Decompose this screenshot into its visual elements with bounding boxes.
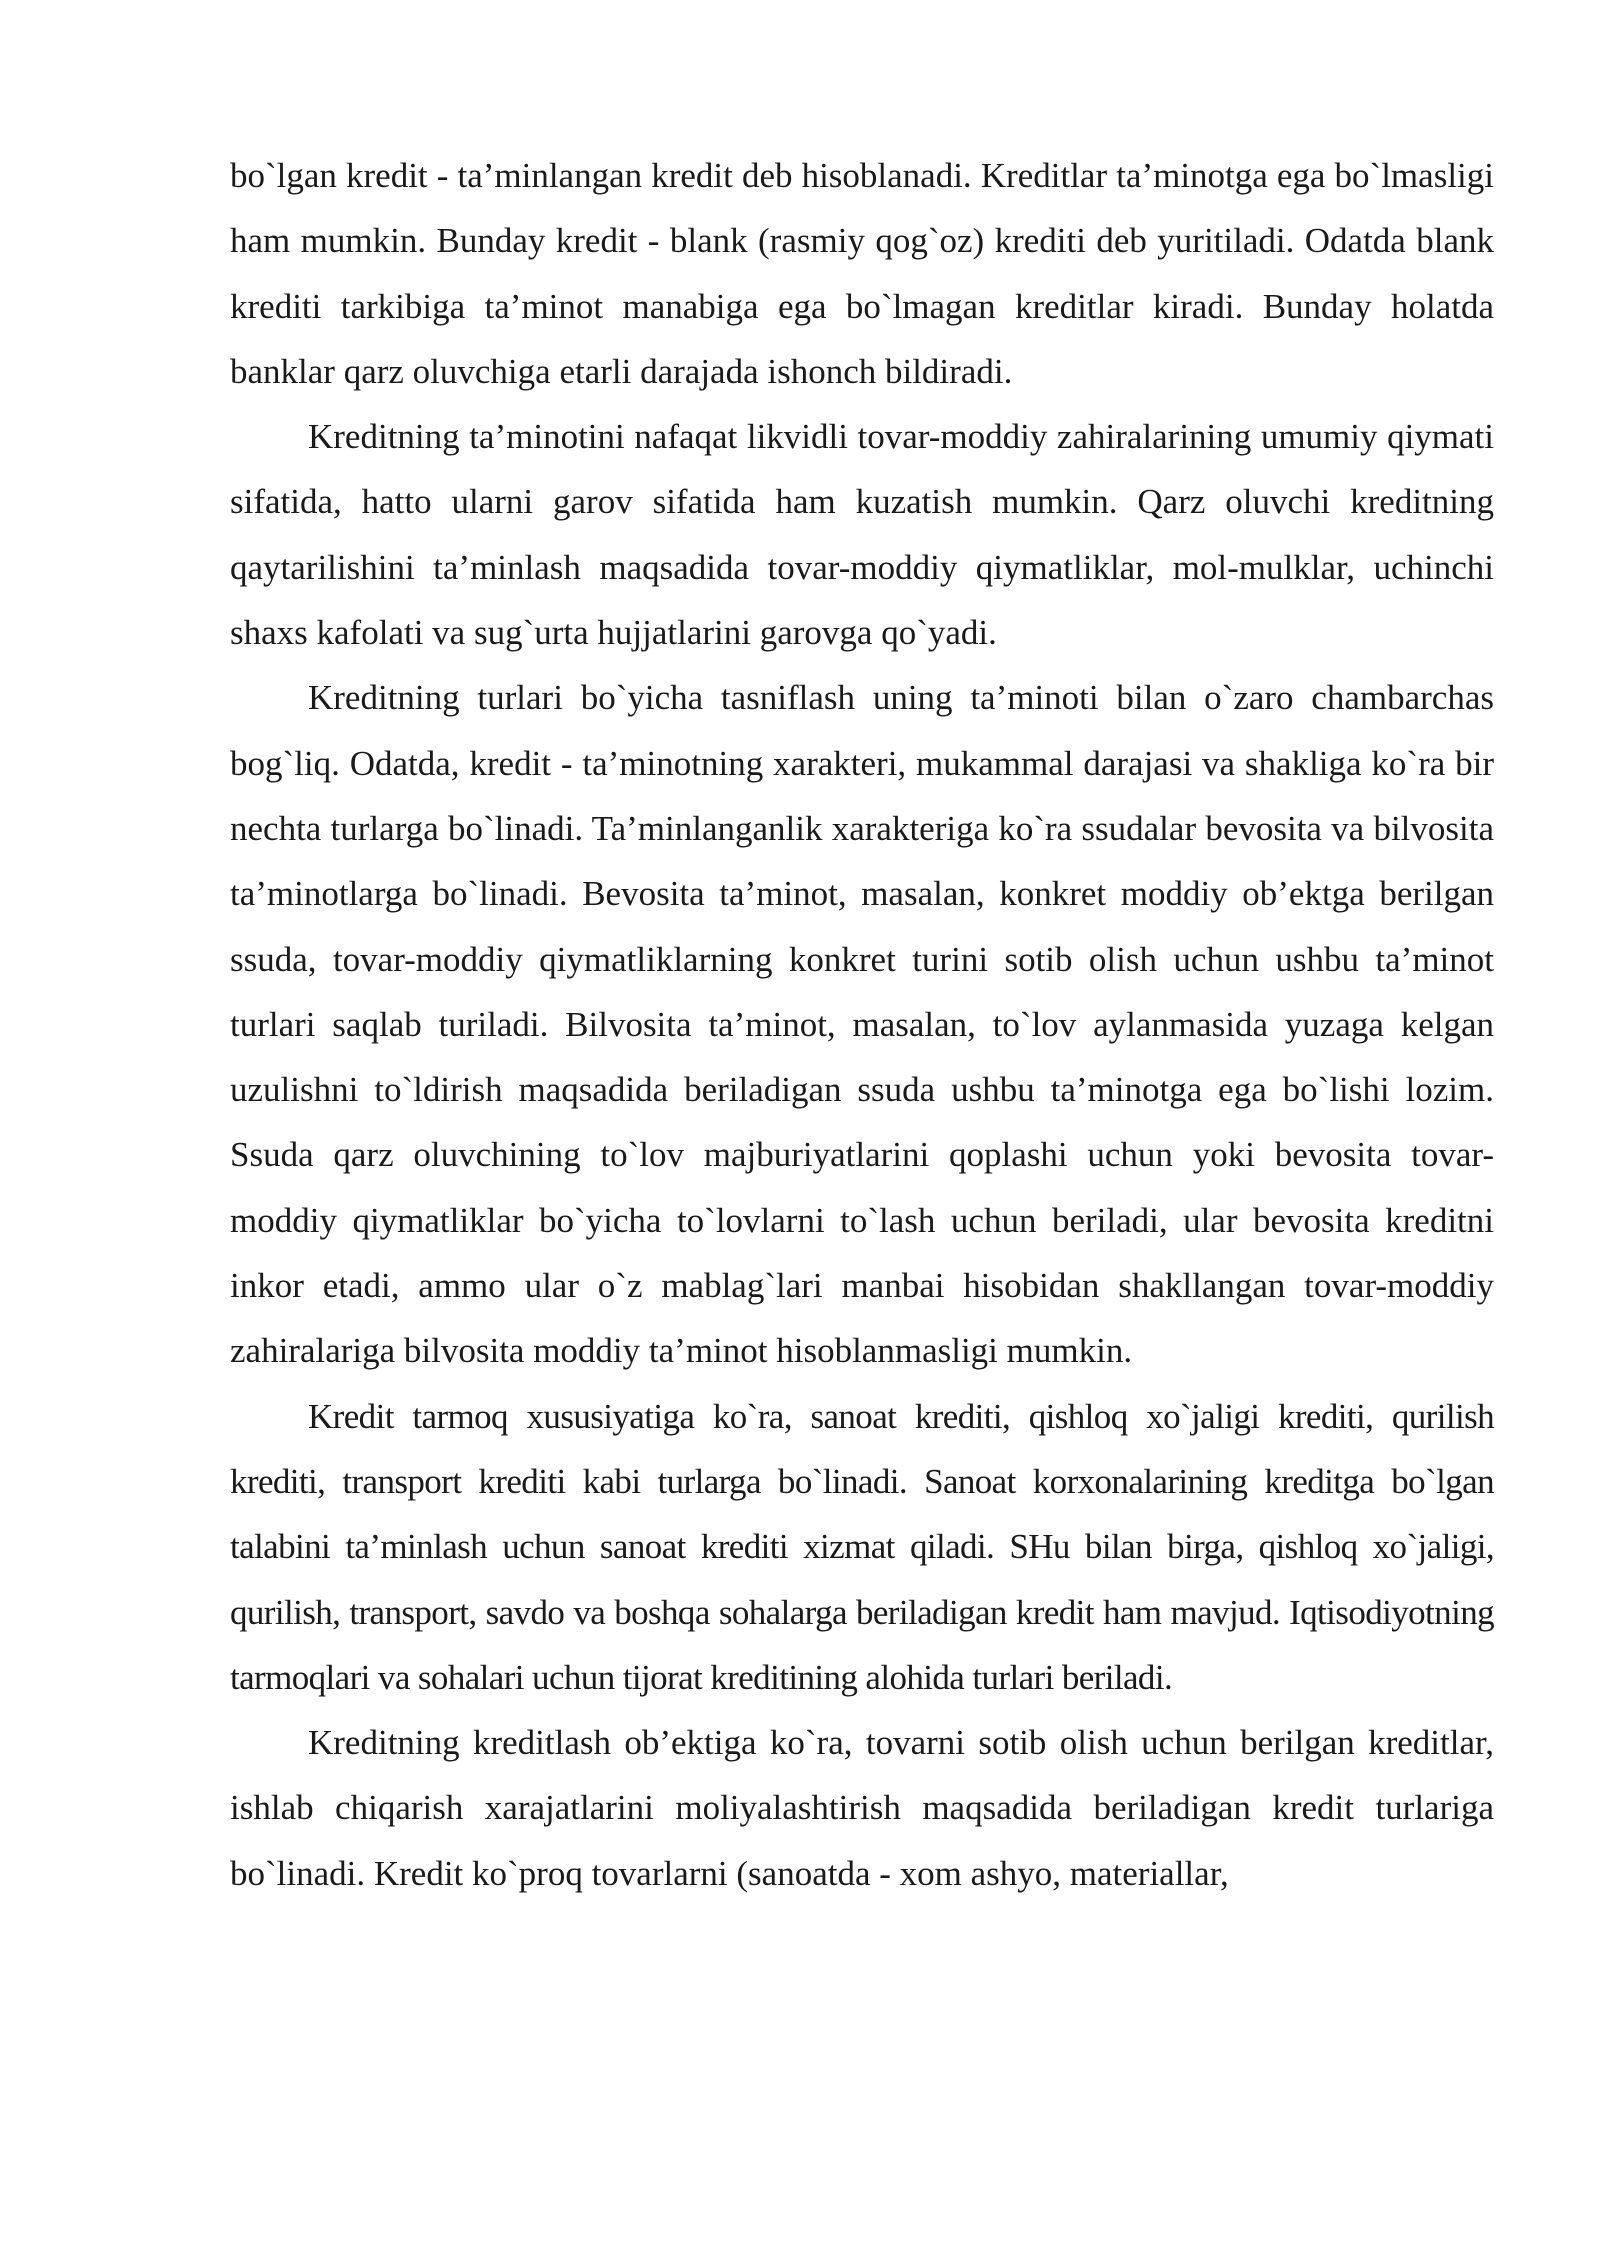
paragraph-4: Kredit tarmoq xususiyatiga ko`ra, sanoat krediti, qishloq xo`jaligi krediti, qurilish krediti, transport krediti kabi turlarga bo`linadi. Sanoat korxonalarining kreditga bo`lgan talabini ta’minlash uchun sanoat krediti xizmat qiladi. SHu bilan birga, qishloq xo`jaligi, qurilish, transport, savdo va boshqa sohalarga beriladigan kredit ham mavjud. Iqtisodiyotning tarmoqlari va sohalari uchun tijorat kreditining alohida turlari beriladi. <box>230 1396 1494 1697</box>
document-body <box>230 143 1494 1906</box>
paragraph-3: Kreditning turlari bo`yicha tasniflash uning ta’minoti bilan o`zaro chambarchas bog`liq. Odatda, kredit - ta’minotning xarakteri, mukammal darajasi va shakliga ko`ra bir nechta turlarga bo`linadi. Ta’minlanganlik xarakteriga ko`ra ssudalar bevosita va bilvosita ta’minotlarga bo`linadi. Bevosita ta’minot, masalan, konkret moddiy ob’ektga berilgan ssuda, tovar-moddiy qiymatliklarning konkret turini sotib olish uchun ushbu ta’minot turlari saqlab turiladi. Bilvosita ta’minot, masalan, to`lov aylanmasida yuzaga kelgan uzulishni to`ldirish maqsadida beriladigan ssuda ushbu ta’minotga ega bo`lishi lozim. Ssuda qarz oluvchining to`lov majburiyatlarini qoplashi uchun yoki bevosita tovar-moddiy qiymatliklar bo`yicha to`lovlarni to`lash uchun beriladi, ular bevosita kreditni inkor etadi, ammo ular o`z mablag`lari manbai hisobidan shakllangan tovar-moddiy zahiralariga bilvosita moddiy ta’minot hisoblanmasligi mumkin. <box>230 678 1494 1371</box>
paragraph-1: bo`lgan kredit - ta’minlangan kredit deb hisoblanadi. Kreditlar ta’minotga ega bo`lmasligi ham mumkin. Bunday kredit - blank (rasmiy qog`oz) krediti deb yuritiladi. Odatda blank krediti tarkibiga ta’minot manabiga ega bo`lmagan kreditlar kiradi. Bunday holatda banklar qarz oluvchiga etarli darajada ishonch bildiradi. <box>230 156 1494 391</box>
paragraph-2: Kreditning ta’minotini nafaqat likvidli tovar-moddiy zahiralarining umumiy qiymati sifatida, hatto ularni garov sifatida ham kuzatish mumkin. Qarz oluvchi kreditning qaytarilishini ta’minlash maqsadida tovar-moddiy qiymatliklar, mol-mulklar, uchinchi shaxs kafolati va sug`urta hujjatlarini garovga qo`yadi. <box>230 417 1494 653</box>
paragraph-5: Kreditning kreditlash ob’ektiga ko`ra, tovarni sotib olish uchun berilgan kreditlar, ishlab chiqarish xarajatlarini moliyalashtirish maqsadida beriladigan kredit turlariga bo`linadi. Kredit ko`proq tovarlarni (sanoatda - xom ashyo, materiallar, <box>230 1723 1494 1893</box>
